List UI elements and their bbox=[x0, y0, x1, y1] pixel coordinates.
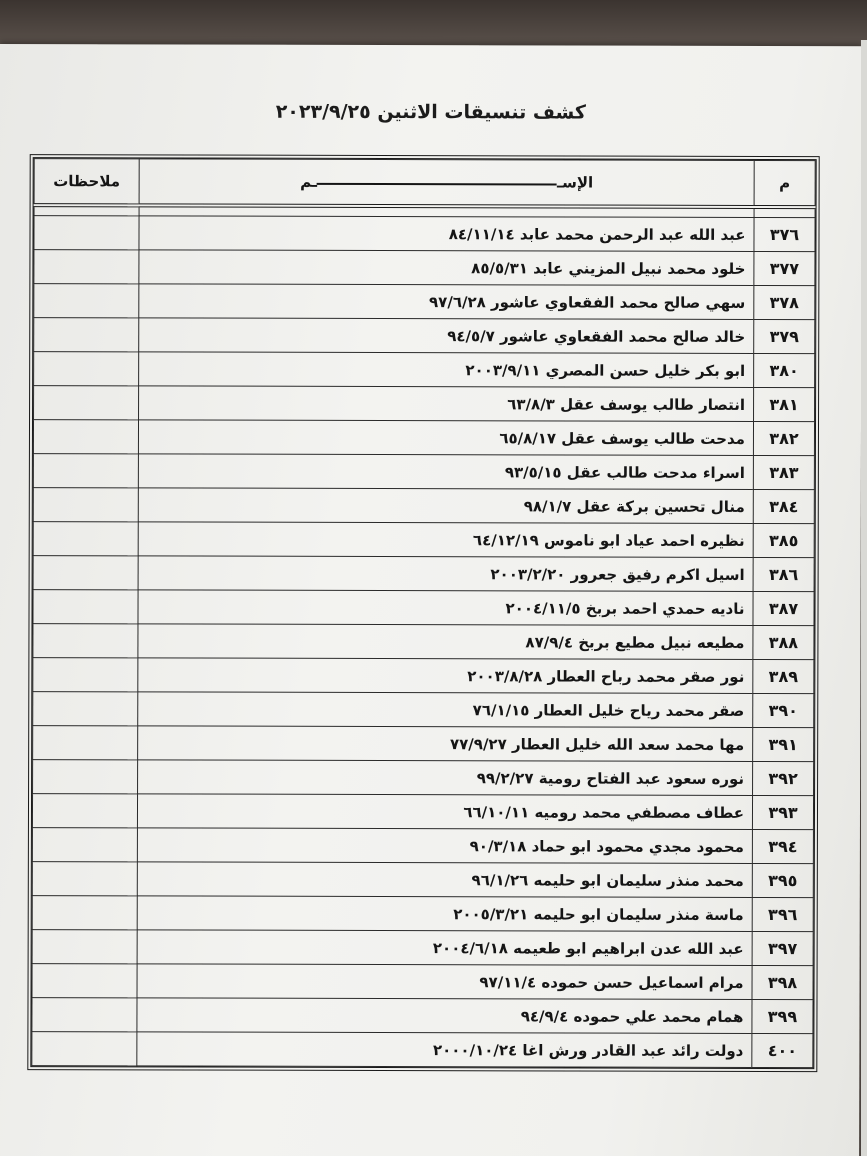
row-notes bbox=[33, 488, 138, 522]
row-name-and-date: مرام اسماعيل حسن حموده ٩٧/١١/٤ bbox=[137, 964, 752, 1000]
table-row bbox=[32, 998, 813, 1034]
row-name-and-date: دولت رائد عبد القادر ورش اغا ٢٠٠٠/١٠/٢٤ bbox=[137, 1032, 752, 1068]
table-row bbox=[32, 964, 813, 1000]
paper-sheet bbox=[0, 44, 862, 1156]
table-row bbox=[33, 624, 814, 660]
table-row bbox=[34, 386, 815, 422]
row-number: ٣٧٦ bbox=[754, 217, 815, 251]
table-row bbox=[32, 862, 813, 898]
row-name-and-date: عطاف مصطفي محمد روميه ٦٦/١٠/١١ bbox=[137, 794, 752, 830]
row-number: ٣٨٣ bbox=[753, 455, 814, 489]
row-name-and-date: ناديه حمدي احمد بربخ ٢٠٠٤/١١/٥ bbox=[138, 590, 753, 626]
row-notes bbox=[32, 794, 137, 828]
row-notes bbox=[33, 454, 138, 488]
row-name-and-date: نوره سعود عبد الفتاح رومية ٩٩/٢/٢٧ bbox=[138, 760, 753, 796]
header-name-end: ـم bbox=[300, 172, 318, 191]
row-number: ٣٧٩ bbox=[754, 319, 815, 353]
row-number: ٣٨٠ bbox=[754, 353, 815, 387]
row-number: ٣٨٧ bbox=[753, 591, 814, 625]
table-row bbox=[33, 522, 814, 558]
row-name-and-date: محمد منذر سليمان ابو حليمه ٩٦/١/٢٦ bbox=[137, 862, 752, 898]
row-number: ٣٩٩ bbox=[752, 999, 813, 1033]
row-number: ٣٨٢ bbox=[753, 421, 814, 455]
row-number: ٣٩١ bbox=[753, 727, 814, 761]
header-name-kashida bbox=[317, 182, 557, 185]
row-notes bbox=[33, 420, 138, 454]
row-notes bbox=[33, 692, 138, 726]
row-number: ٣٧٨ bbox=[754, 285, 815, 319]
row-number: ٣٩٢ bbox=[753, 761, 814, 795]
row-number: ٣٧٧ bbox=[754, 251, 815, 285]
row-name-and-date: انتصار طالب يوسف عقل ٦٣/٨/٣ bbox=[139, 386, 754, 422]
row-name-and-date: عبد الله عبد الرحمن محمد عابد ٨٤/١١/١٤ bbox=[139, 216, 754, 252]
row-notes bbox=[32, 1032, 137, 1066]
row-number: ٣٩٣ bbox=[752, 795, 813, 829]
table-row bbox=[33, 454, 814, 490]
table-row bbox=[34, 352, 815, 388]
table-row bbox=[34, 250, 815, 286]
row-number: ٣٩٦ bbox=[752, 897, 813, 931]
table-row bbox=[33, 692, 814, 728]
spacer-cell bbox=[754, 207, 815, 218]
row-name-and-date: ابو بكر خليل حسن المصري ٢٠٠٣/٩/١١ bbox=[139, 352, 754, 388]
row-name-and-date: ماسة منذر سليمان ابو حليمه ٢٠٠٥/٣/٢١ bbox=[137, 896, 752, 932]
row-notes bbox=[32, 862, 137, 896]
row-name-and-date: محمود مجدي محمود ابو حماد ٩٠/٣/١٨ bbox=[137, 828, 752, 864]
row-number: ٣٨٨ bbox=[753, 625, 814, 659]
row-notes bbox=[34, 318, 139, 352]
row-notes bbox=[32, 896, 137, 930]
paper-edge bbox=[861, 40, 867, 1156]
table-row bbox=[34, 216, 815, 252]
row-notes bbox=[33, 624, 138, 658]
row-notes bbox=[34, 216, 139, 250]
row-number: ٣٩٥ bbox=[752, 863, 813, 897]
row-number: ٣٩٤ bbox=[752, 829, 813, 863]
row-notes bbox=[33, 590, 138, 624]
spacer-cell bbox=[34, 205, 139, 216]
row-name-and-date: عبد الله عدن ابراهيم ابو طعيمه ٢٠٠٤/٦/١٨ bbox=[137, 930, 752, 966]
row-notes bbox=[34, 250, 139, 284]
row-number: ٣٨٥ bbox=[753, 523, 814, 557]
table-row bbox=[33, 726, 814, 762]
table-row bbox=[34, 318, 815, 354]
row-notes bbox=[33, 760, 138, 794]
row-notes bbox=[33, 556, 138, 590]
row-name-and-date: صقر محمد رياح خليل العطار ٧٦/١/١٥ bbox=[138, 692, 753, 728]
row-notes bbox=[33, 522, 138, 556]
row-name-and-date: خالد صالح محمد الفقعاوي عاشور ٩٤/٥/٧ bbox=[139, 318, 754, 354]
header-notes: ملاحظات bbox=[34, 159, 139, 206]
row-name-and-date: نظيره احمد عياد ابو ناموس ٦٤/١٢/١٩ bbox=[138, 522, 753, 558]
row-name-and-date: مها محمد سعد الله خليل العطار ٧٧/٩/٢٧ bbox=[138, 726, 753, 762]
row-number: ٣٩٠ bbox=[753, 693, 814, 727]
row-number: ٣٨٦ bbox=[753, 557, 814, 591]
table-row bbox=[33, 556, 814, 592]
table-row bbox=[34, 284, 815, 320]
row-name-and-date: مدحت طالب يوسف عقل ٦٥/٨/١٧ bbox=[138, 420, 753, 456]
table-row bbox=[32, 930, 813, 966]
row-name-and-date: اسراء مدحت طالب عقل ٩٣/٥/١٥ bbox=[138, 454, 753, 490]
names-table-frame bbox=[27, 154, 819, 1072]
header-name bbox=[139, 159, 754, 207]
row-name-and-date: سهي صالح محمد الفقعاوي عاشور ٩٧/٦/٢٨ bbox=[139, 284, 754, 320]
row-number: ٣٨١ bbox=[754, 387, 815, 421]
row-name-and-date: اسيل اكرم رفيق جعرور ٢٠٠٣/٢/٢٠ bbox=[138, 556, 753, 592]
row-number: ٣٩٨ bbox=[752, 965, 813, 999]
document-title: كشف تنسيقات الاثنين ٢٠٢٣/٩/٢٥ bbox=[275, 100, 586, 124]
table-row bbox=[32, 896, 813, 932]
table-row bbox=[32, 794, 813, 830]
table-row bbox=[33, 420, 814, 456]
row-number: ٤٠٠ bbox=[752, 1033, 813, 1067]
row-notes bbox=[33, 658, 138, 692]
row-notes bbox=[34, 352, 139, 386]
row-name-and-date: منال تحسين بركة عقل ٩٨/١/٧ bbox=[138, 488, 753, 524]
row-notes bbox=[32, 828, 137, 862]
row-notes bbox=[34, 386, 139, 420]
table-row bbox=[33, 488, 814, 524]
row-notes bbox=[32, 998, 137, 1032]
row-name-and-date: همام محمد علي حموده ٩٤/٩/٤ bbox=[137, 998, 752, 1034]
table-header-row bbox=[34, 159, 815, 208]
row-name-and-date: مطيعه نبيل مطيع بربخ ٨٧/٩/٤ bbox=[138, 624, 753, 660]
table-row bbox=[32, 1032, 813, 1068]
header-number: م bbox=[754, 160, 815, 207]
table-row bbox=[32, 828, 813, 864]
header-name-start: الإسـ bbox=[556, 173, 594, 192]
row-number: ٣٩٧ bbox=[752, 931, 813, 965]
row-name-and-date: خلود محمد نبيل المزيني عابد ٨٥/٥/٣١ bbox=[139, 250, 754, 286]
row-notes bbox=[34, 284, 139, 318]
row-notes bbox=[32, 964, 137, 998]
row-name-and-date: نور صقر محمد رباح العطار ٢٠٠٣/٨/٢٨ bbox=[138, 658, 753, 694]
row-number: ٣٨٩ bbox=[753, 659, 814, 693]
names-table bbox=[31, 158, 815, 1068]
row-notes bbox=[33, 726, 138, 760]
table-row bbox=[33, 760, 814, 796]
row-number: ٣٨٤ bbox=[753, 489, 814, 523]
row-notes bbox=[32, 930, 137, 964]
table-row bbox=[33, 590, 814, 626]
table-row bbox=[33, 658, 814, 694]
